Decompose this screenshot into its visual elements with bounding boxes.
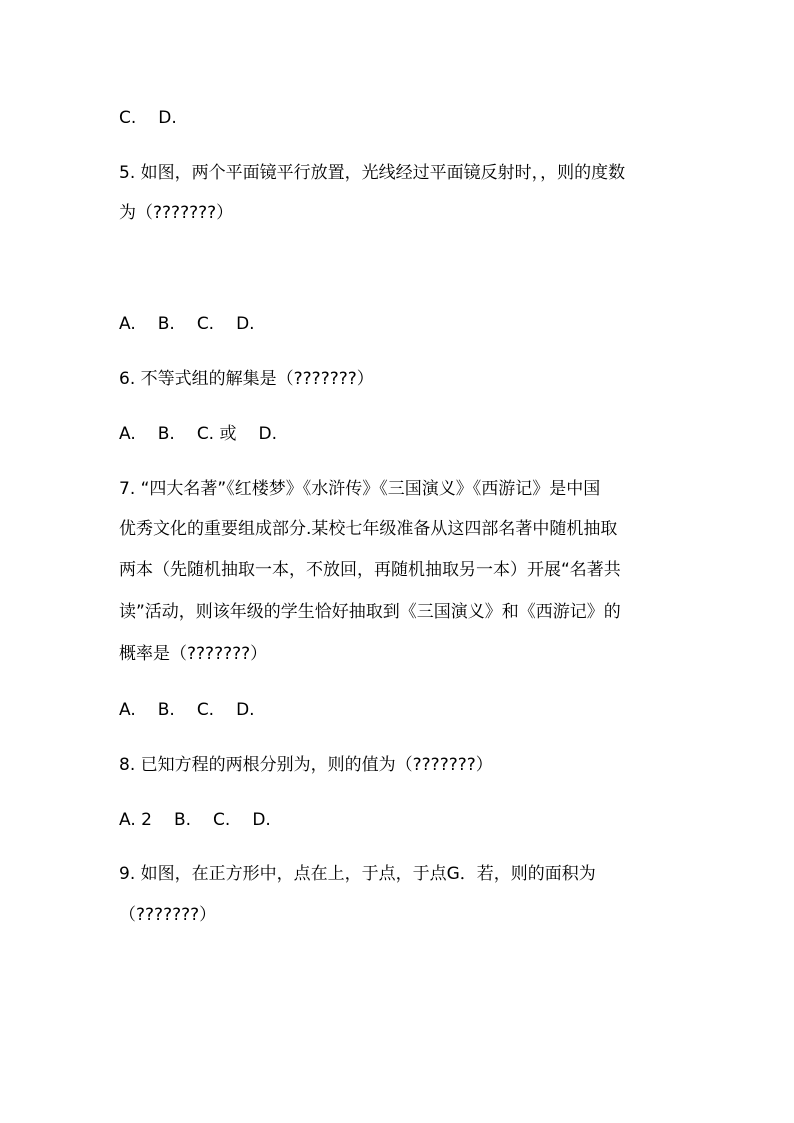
- option-c: C.: [119, 108, 137, 128]
- q7-text-line-2: 优秀文化的重要组成部分.某校七年级准备从这四部名著中随机抽取: [119, 519, 618, 539]
- q6-text-line-1: 6. 不等式组的解集是（???????）: [119, 369, 374, 389]
- q9-text-line-1: 9. 如图，在正方形中，点在上，于点，于点G．若，则的面积为: [119, 864, 596, 884]
- option-a: A.: [119, 314, 136, 334]
- option-b: B.: [157, 314, 175, 334]
- option-d: D.: [236, 314, 255, 334]
- option-b: B.: [173, 810, 192, 830]
- q7-text-line-4: 读”活动，则该年级的学生恰好抽取到《三国演义》和《西游记》的: [119, 602, 621, 622]
- option-c: C. 或: [196, 424, 237, 444]
- option-c: C.: [213, 810, 231, 830]
- option-c: C.: [196, 314, 215, 334]
- option-c: C.: [196, 700, 215, 720]
- option-d: D.: [252, 810, 271, 830]
- q9-text-line-2: （???????）: [119, 905, 217, 925]
- q5-options: [119, 313, 255, 335]
- option-a: A.: [119, 424, 136, 444]
- q6-options: [119, 423, 277, 445]
- option-d: D.: [158, 108, 177, 128]
- option-b: B.: [157, 424, 175, 444]
- q8-text-line-1: 8. 已知方程的两根分别为，则的值为（???????）: [119, 755, 493, 775]
- q4-options: [119, 107, 177, 129]
- option-b: B.: [157, 700, 175, 720]
- option-d: D.: [258, 424, 277, 444]
- option-d: D.: [236, 700, 255, 720]
- q7-text-line-5: 概率是（???????）: [119, 644, 268, 664]
- q8-options: [119, 809, 271, 831]
- q5-text-line-2: 为（???????）: [119, 203, 234, 223]
- q5-text-line-1: 5. 如图，两个平面镜平行放置，光线经过平面镜反射时，，则的度数: [119, 163, 626, 183]
- option-a: A. 2: [119, 810, 152, 830]
- q7-text-line-1: 7. “四大名著”《红楼梦》《水浒传》《三国演义》《西游记》是中国: [119, 479, 601, 499]
- q7-text-line-3: 两本（先随机抽取一本，不放回，再随机抽取另一本）开展“名著共: [119, 560, 621, 580]
- option-a: A.: [119, 700, 136, 720]
- q7-options: [119, 699, 255, 721]
